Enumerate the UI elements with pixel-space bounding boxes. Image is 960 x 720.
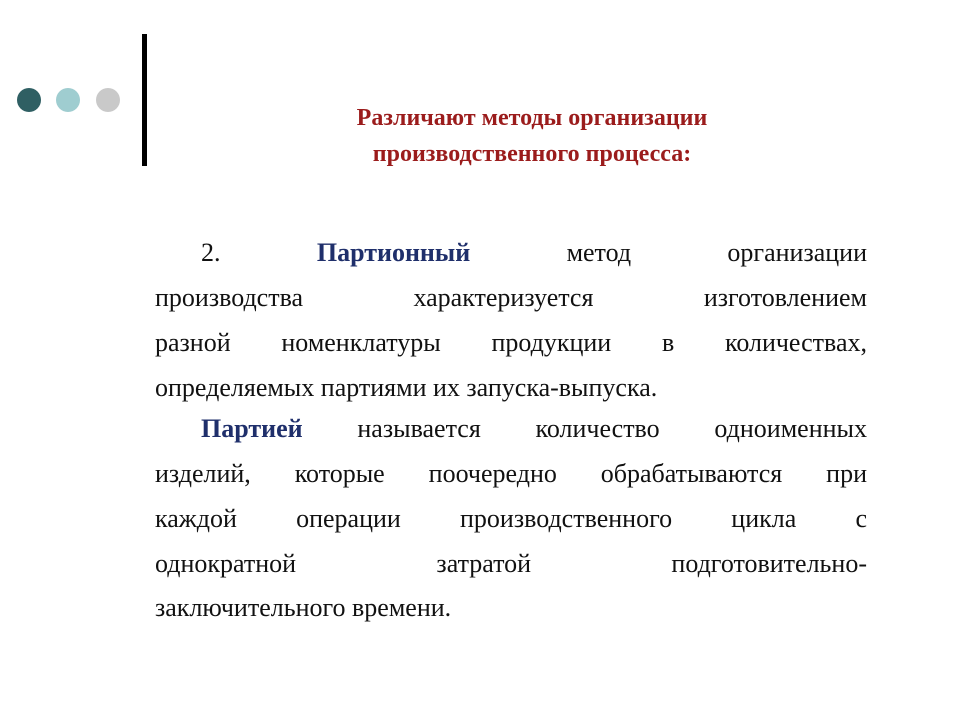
paragraph-batch-definition: [155, 406, 867, 586]
paragraph-line: производства характеризуется изготовлением: [155, 283, 867, 312]
paragraph-text: называется количество одноименных: [357, 414, 868, 443]
paragraph-line: изделий, которые поочередно обрабатываются при: [155, 459, 867, 488]
slide-title: [232, 100, 832, 172]
decorative-dot-gray: [96, 88, 120, 112]
paragraph-line: [155, 230, 867, 275]
vertical-divider: [142, 34, 147, 166]
paragraph-line: [155, 406, 867, 451]
paragraph-line: однократной затратой подготовительно-: [155, 549, 867, 578]
term-batch: Партией: [201, 414, 303, 443]
title-line-2: производственного процесса:: [372, 141, 692, 167]
paragraph-line: каждой операции производственного цикла с: [155, 504, 867, 533]
paragraph-batch-method: [155, 230, 867, 410]
paragraph-text: метод организации: [566, 238, 867, 267]
decorative-dot-light: [56, 88, 80, 112]
paragraph-final-line: заключительного времени.: [155, 593, 452, 622]
title-line-1: Различают методы организации: [356, 105, 708, 131]
term-batch-method: Партионный: [316, 238, 471, 267]
paragraph-line: разной номенклатуры продукции в количествах,: [155, 328, 867, 357]
decorative-dot-dark: [17, 88, 41, 112]
paragraph-line: определяемых партиями их запуска-выпуска.: [155, 373, 658, 402]
item-number: 2.: [201, 238, 221, 267]
